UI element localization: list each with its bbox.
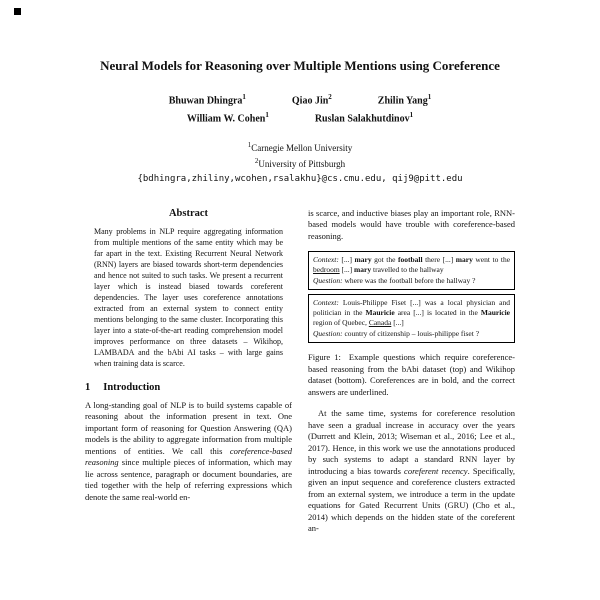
affiliation-sup: 1 [247, 140, 252, 149]
author-affiliation-sup: 1 [242, 93, 246, 101]
column-left [85, 208, 292, 535]
babi-question: Question: where was the football before the hallway ? [313, 276, 476, 286]
author-block [0, 90, 600, 127]
affiliation-sup: 2 [254, 156, 259, 165]
affiliation-text: Carnegie Mellon University [251, 142, 353, 153]
author-name: Zhilin Yang [377, 95, 428, 107]
author-name: William W. Cohen [186, 113, 266, 125]
babi-context: Context: [...] mary got the football there [...] mary went to the bedroom [...] mary travelled to the hallway [313, 255, 511, 275]
figure-example-wikihop [308, 294, 515, 343]
wikihop-question: Question: country of citizenship – louis-philippe fiset ? [313, 329, 480, 339]
wikihop-context: Context: Louis-Philippe Fiset [...] was a local physician and politician in the Mauricie area [...] is located in the Mauricie region of Quebec, Canada [...] [313, 298, 511, 328]
corner-mark [14, 8, 21, 15]
body-paragraph-continuation: is scarce, and inductive biases play an important role, RNN-based models would have trouble with coreference-based reasoning. [308, 207, 515, 241]
two-column-body [0, 208, 600, 535]
email-line: {bdhingra,zhiliny,wcohen,rsalakhu}@cs.cmu.edu, qij9@pitt.edu [137, 173, 463, 184]
figure-caption-label: Figure 1: [308, 352, 341, 363]
intro-paragraph: A long-standing goal of NLP is to build systems capable of reasoning about the information present in text. One important form of reasoning for Question Answering (QA) models is the ability to aggregate information from multiple mentions of entities. We call this coreference-based reasoning since multiple pieces of information, which may lie across sentence, paragraph or document boundaries, are tied together with the help of referring expressions which denote the same real-world en- [85, 399, 292, 502]
figure-caption-text: Example questions which require coreference-based reasoning from the bAbi dataset (top) and Wikihop dataset (bottom). Coreferences are in bold, and the correct answers are underlined. [308, 352, 515, 397]
affiliation-line [0, 155, 600, 171]
author [292, 90, 332, 108]
section-number: 1 [85, 381, 91, 393]
figure-caption [308, 352, 515, 398]
author-name: Ruslan Salakhutdinov [314, 113, 410, 125]
page-title: Neural Models for Reasoning over Multiple Mentions using Coreference [100, 58, 500, 73]
author [378, 90, 431, 108]
author-affiliation-sup: 1 [409, 111, 414, 120]
figure-1 [308, 251, 515, 398]
author-affiliation-sup: 1 [427, 93, 432, 101]
body-paragraph-coref-systems: At the same time, systems for coreference resolution have seen a gradual increase in accuracy over the years (Durrett and Klein, 2013; Wiseman et al., 2016; Lee et al., 2017). Hence, in this work we use the annotations produced by such systems to adapt a standard RNN layer by introducing a bias towards coreferent recency. Specifically, given an input sequence and coreference clusters extracted from an external system, we introduce a term in the update equations for Gated Recurrent Units (GRU) (Cho et al., 2014) which depends on the hidden state of the coreferent an- [308, 408, 515, 534]
section-heading-introduction [85, 382, 292, 393]
author [187, 108, 269, 126]
affiliation-block [0, 139, 600, 171]
figure-example-babi [308, 251, 515, 290]
author-row-1 [0, 90, 600, 108]
author-affiliation-sup: 2 [328, 93, 332, 101]
author-name: Qiao Jin [291, 95, 329, 107]
abstract-text: Many problems in NLP require aggregating information from multiple mentions of the same entity which may be far apart in the text. Existing Recurrent Neural Network (RNN) layers are biased towards short-term dependencies and hence not suited to such tasks. We present a recurrent layer which is instead biased towards coreferent dependencies. The layer uses coreference annotations extracted from an external system to connect entity mentions belonging to the same cluster. Incorporating this layer into a state-of-the-art reading comprehension model improves performance on three datasets – Wikihop, LAMBADA and the bAbi AI tasks – with large gains when training data is scarce. [94, 226, 283, 368]
author-affiliation-sup: 1 [265, 111, 269, 120]
affiliation-line [0, 139, 600, 155]
affiliation-text: University of Pittsburgh [258, 158, 346, 169]
author-name: Bhuwan Dhingra [168, 95, 243, 107]
author [169, 90, 246, 108]
column-right [308, 208, 515, 535]
author-row-2 [0, 108, 600, 126]
abstract-heading: Abstract [168, 207, 209, 219]
author [315, 108, 413, 126]
section-title: Introduction [103, 381, 161, 393]
